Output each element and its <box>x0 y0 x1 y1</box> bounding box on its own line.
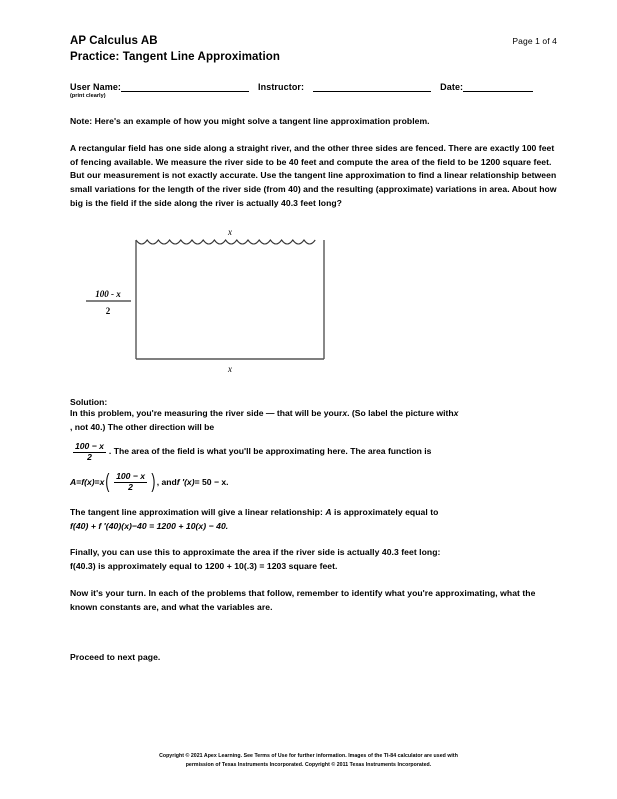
page-footer <box>0 752 617 770</box>
fraction-100-minus-x-over-2 <box>73 442 106 462</box>
proceed-note: Proceed to next page. <box>70 652 161 663</box>
area-period: . <box>226 476 229 487</box>
note-colon: : <box>89 115 93 126</box>
tangent-text-1: The tangent line approximation will give a linear relationship: <box>70 506 326 517</box>
area-function-line <box>70 472 557 492</box>
area-variable-x: x <box>99 476 105 487</box>
header-titles <box>70 34 280 66</box>
tangent-approximation-paragraph <box>70 506 557 534</box>
page-title: Practice: Tangent Line Approximation <box>70 50 280 63</box>
solution-line-2 <box>70 442 557 462</box>
page-number: Page 1 of 4 <box>512 36 557 46</box>
finally-line-2: f(40.3) is approximately equal to 1200 + 10(.3) = 1203 square feet. <box>70 561 338 572</box>
tangent-text-2: is approximately equal to <box>331 506 439 517</box>
problem-statement: A rectangular field has one side along a straight river, and the other three sides are fenced. There are exactly 100 feet of fencing available. We measure the river side to be 40 feet and compute the area of the field to be 1200 square feet. But our measurement is not exactly accurate. Use the tangent line approximation to find a linear relationship between small variations for the length of the river side (from 40) and the resulting (approximate) variations in area. About how big is the field if the side along the river is actually 40.3 feet long? <box>70 142 557 209</box>
print-clearly-hint: (print clearly) <box>70 92 106 99</box>
solution-line1-text-a: In this problem, you're measuring the river side — that will be your <box>70 408 343 419</box>
date-label: Date: <box>440 81 464 92</box>
instructor-label: Instructor: <box>258 81 305 92</box>
fraction-denominator: 2 <box>87 451 92 462</box>
finally-paragraph <box>70 546 557 574</box>
derivative-value: = 50 − x <box>194 476 227 487</box>
solution-heading: Solution: <box>70 397 108 408</box>
river-edge <box>136 240 315 244</box>
figure-top-label: x <box>228 227 232 238</box>
note-text: Here's an example of how you might solve a tangent line approximation problem. <box>92 115 430 126</box>
area-function-fx: f(x) <box>81 476 95 487</box>
area-symbol-A: A <box>70 476 77 487</box>
solution-line1-text-b: . (So label the picture with <box>347 408 454 419</box>
solution-var-x-2: x <box>453 408 459 419</box>
figure-bottom-label: x <box>228 364 232 375</box>
solution-line-1 <box>70 407 557 435</box>
tangent-formula: f(40) + f ′(40)(x)−40 = 1200 + 10(x) − 40. <box>70 520 229 531</box>
tangent-symbol-A: A <box>325 506 332 517</box>
course-title: AP Calculus AB <box>70 35 158 47</box>
footer-line-1: Copyright © 2021 Apex Learning. See Terms of Use for further information. Images of the TI-84 calculator are used with <box>159 753 458 759</box>
identity-fields-row <box>70 81 557 92</box>
area-fraction <box>114 472 147 492</box>
area-fraction-denominator: 2 <box>128 481 133 492</box>
figure-left-denominator: 2 <box>105 306 111 317</box>
user-name-input[interactable] <box>121 81 249 92</box>
page-header <box>70 34 557 66</box>
solution-line1-text-c: , not 40.) The other direction will be <box>70 422 215 433</box>
area-and-text: , and <box>156 476 177 487</box>
area-equals-1: = <box>76 476 82 487</box>
area-parenthesized-fraction <box>104 472 156 492</box>
figure-left-numerator: 100 - x <box>95 289 121 300</box>
date-input[interactable] <box>463 81 533 92</box>
footer-line-2: permission of Texas Instruments Incorporated. Copyright © 2011 Texas Instruments Incorporated. <box>185 762 432 769</box>
area-equals-2: = <box>94 476 100 487</box>
note-label: Note <box>70 115 90 126</box>
area-fraction-numerator: 100 − x <box>116 471 146 482</box>
your-turn-paragraph: Now it's your turn. In each of the problems that follow, remember to identify what you're approximating, what the known constants are, and what the variables are. <box>70 588 536 613</box>
field-diagram <box>70 227 557 379</box>
solution-var-x: x <box>342 408 348 419</box>
user-name-label: User Name: <box>70 81 122 92</box>
fraction-numerator: 100 − x <box>75 441 104 452</box>
solution-line1-text-d: . The area of the field is what you'll be approximating here. The area function is <box>108 446 432 457</box>
note-paragraph <box>70 115 557 129</box>
field-diagram-svg <box>70 227 390 377</box>
left-paren: ( <box>105 471 110 494</box>
instructor-input[interactable] <box>313 81 431 92</box>
derivative-f-prime: f ′(x) <box>176 476 195 487</box>
right-paren: ) <box>151 471 156 494</box>
finally-line-1: Finally, you can use this to approximate the area if the river side is actually 40.3 feet long: <box>70 547 441 558</box>
